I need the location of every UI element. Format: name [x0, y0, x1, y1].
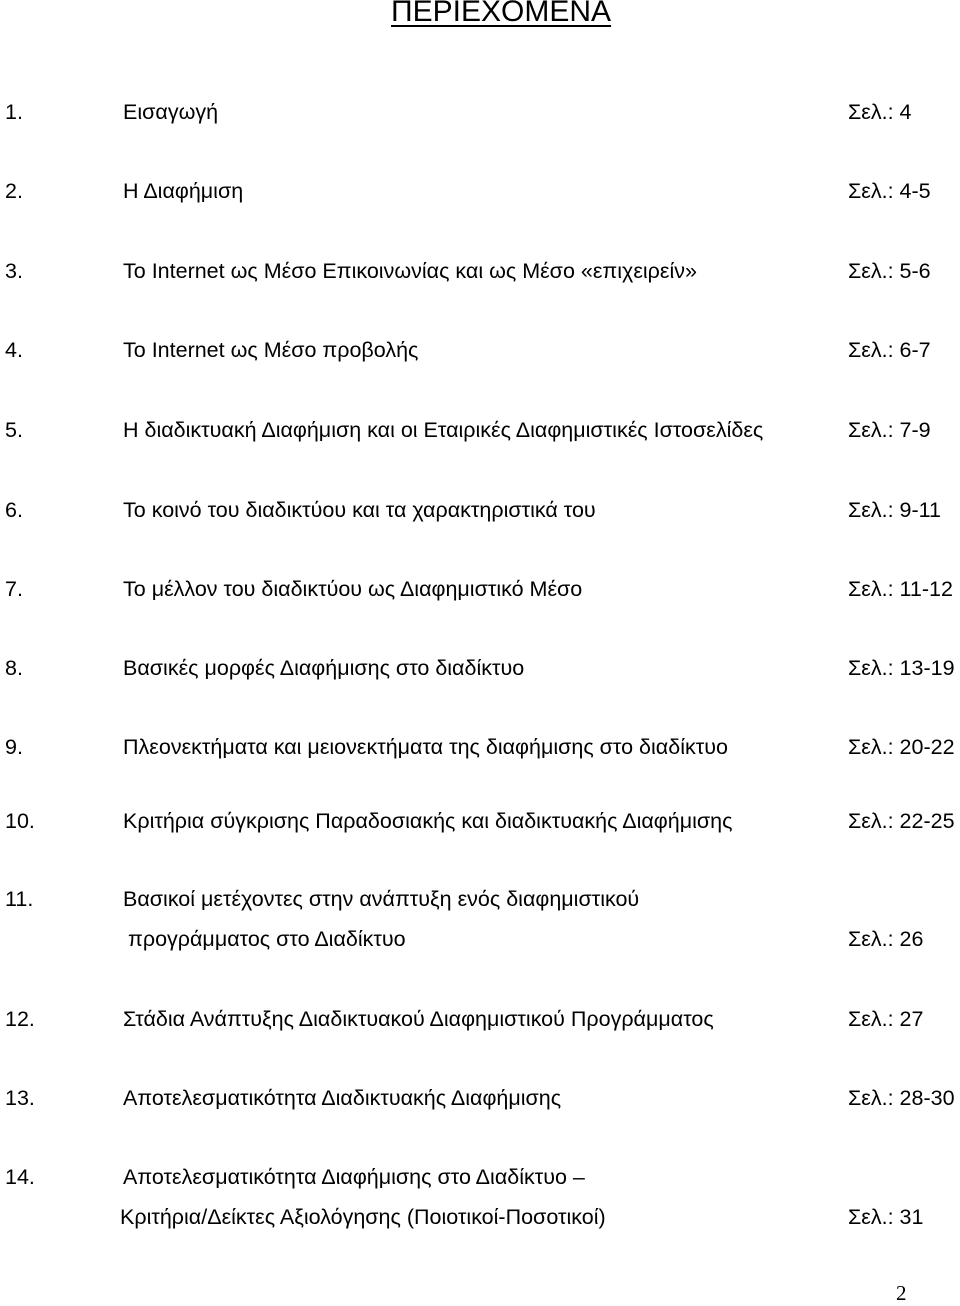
toc-entry-10 — [0, 806, 960, 836]
toc-entry-number: 10. — [5, 809, 35, 833]
toc-entry-7 — [0, 574, 960, 604]
toc-entry-number: 7. — [5, 577, 23, 601]
toc-entry-title: Πλεονεκτήματα και μειονεκτήματα της διαφήμισης στο διαδίκτυο — [123, 735, 728, 759]
toc-entry-number: 9. — [5, 735, 23, 759]
toc-entry-title: Η Διαφήμιση — [123, 179, 244, 203]
toc-entry-number: 8. — [5, 656, 23, 680]
toc-entry-9 — [0, 732, 960, 762]
toc-entry-page: Σελ.: 7-9 — [848, 418, 931, 442]
toc-entry-2 — [0, 176, 960, 206]
toc-entry-page: Σελ.: 31 — [848, 1205, 924, 1229]
toc-entry-title: Το κοινό του διαδικτύου και τα χαρακτηριστικά του — [123, 498, 596, 522]
toc-entry-number: 2. — [5, 179, 23, 203]
toc-entry-page: Σελ.: 27 — [848, 1007, 924, 1031]
toc-entry-title: Αποτελεσματικότητα Διαδικτυακής Διαφήμισης — [123, 1086, 562, 1110]
toc-entry-14-continued — [0, 1202, 960, 1232]
toc-entry-title: Αποτελεσματικότητα Διαφήμισης στο Διαδίκτυο – — [123, 1165, 585, 1189]
page-title: ΠΕΡΙΕΧΟΜΕΝΑ — [390, 0, 612, 28]
toc-entry-page: Σελ.: 11-12 — [848, 577, 953, 601]
toc-entry-5 — [0, 415, 960, 445]
toc-entry-page: Σελ.: 4-5 — [848, 179, 931, 203]
toc-entry-number: 6. — [5, 498, 23, 522]
toc-entry-12 — [0, 1004, 960, 1034]
toc-entry-page: Σελ.: 20-22 — [848, 735, 955, 759]
toc-entry-title: Το Internet ως Μέσο προβολής — [123, 338, 419, 362]
toc-entry-number: 14. — [5, 1165, 35, 1189]
toc-entry-page: Σελ.: 26 — [848, 927, 924, 951]
toc-entry-number: 1. — [5, 100, 23, 124]
toc-entry-page: Σελ.: 22-25 — [848, 809, 955, 833]
toc-entry-13 — [0, 1083, 960, 1113]
toc-entry-page: Σελ.: 4 — [848, 100, 912, 124]
toc-entry-title: Το μέλλον του διαδικτύου ως Διαφημιστικό Μέσο — [123, 577, 583, 601]
toc-entry-number: 5. — [5, 418, 23, 442]
toc-entry-title-continued: προγράμματος στο Διαδίκτυο — [128, 927, 406, 951]
toc-entry-title: Κριτήρια σύγκρισης Παραδοσιακής και διαδικτυακής Διαφήμισης — [123, 809, 733, 833]
toc-entry-number: 4. — [5, 338, 23, 362]
toc-entry-number: 12. — [5, 1007, 35, 1031]
toc-entry-title: Στάδια Ανάπτυξης Διαδικτυακού Διαφημιστικού Προγράμματος — [123, 1007, 714, 1031]
toc-entry-title: Βασικές μορφές Διαφήμισης στο διαδίκτυο — [123, 656, 525, 680]
toc-entry-title: Βασικοί μετέχοντες στην ανάπτυξη ενός διαφημιστικού — [123, 887, 640, 911]
toc-entry-11 — [0, 884, 960, 914]
toc-entry-number: 11. — [5, 887, 34, 911]
toc-entry-4 — [0, 335, 960, 365]
toc-entry-11-continued — [0, 924, 960, 954]
toc-entry-1 — [0, 97, 960, 127]
toc-entry-page: Σελ.: 5-6 — [848, 259, 931, 283]
toc-entry-3 — [0, 256, 960, 286]
toc-entry-page: Σελ.: 28-30 — [848, 1086, 955, 1110]
toc-entry-number: 13. — [5, 1086, 35, 1110]
toc-entry-title: Το Internet ως Μέσο Επικοινωνίας και ως Μέσο «επιχειρείν» — [123, 259, 697, 283]
toc-entry-8 — [0, 653, 960, 683]
page-number: 2 — [896, 1281, 907, 1305]
toc-entry-title: Η διαδικτυακή Διαφήμιση και οι Εταιρικές Διαφημιστικές Ιστοσελίδες — [123, 418, 764, 442]
toc-entry-number: 3. — [5, 259, 23, 283]
toc-entry-page: Σελ.: 9-11 — [848, 498, 941, 522]
toc-entry-6 — [0, 495, 960, 525]
toc-entry-title-continued: Κριτήρια/Δείκτες Αξιολόγησης (Ποιοτικοί-Ποσοτικοί) — [120, 1205, 606, 1229]
toc-entry-page: Σελ.: 6-7 — [848, 338, 931, 362]
toc-entry-page: Σελ.: 13-19 — [848, 656, 955, 680]
toc-entry-14 — [0, 1162, 960, 1192]
toc-entry-title: Εισαγωγή — [123, 100, 219, 124]
